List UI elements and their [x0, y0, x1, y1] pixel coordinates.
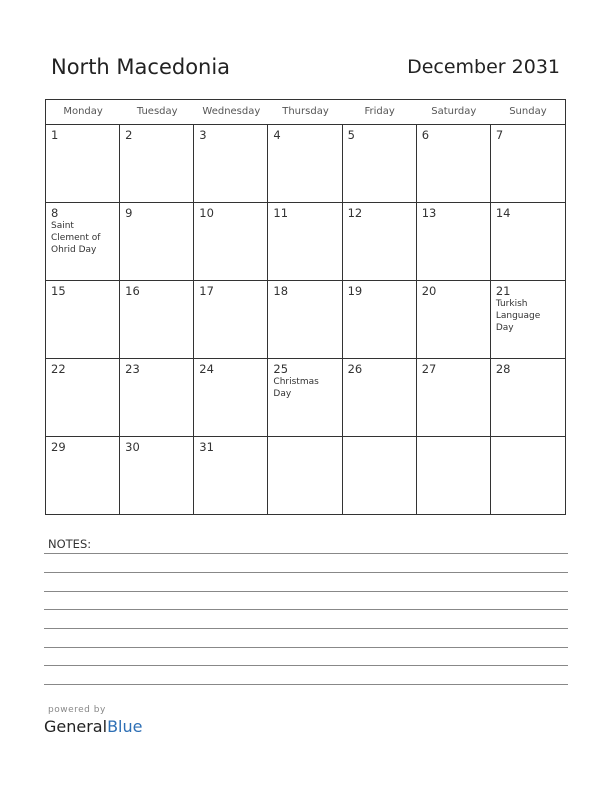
brand-logo: [44, 717, 142, 736]
day-cell: [417, 203, 491, 280]
day-cell: [343, 203, 417, 280]
day-cell: [268, 203, 342, 280]
note-line: [44, 572, 568, 573]
day-cell: [120, 281, 194, 358]
day-cell: [343, 359, 417, 436]
note-line: [44, 647, 568, 648]
day-cell: [417, 281, 491, 358]
day-cell: [343, 125, 417, 202]
week-row: [46, 437, 565, 514]
day-number: 6: [421, 128, 430, 142]
day-number: 15: [51, 284, 66, 298]
note-line: [44, 591, 568, 592]
day-number: 20: [421, 284, 437, 298]
brand-name-general: General: [44, 717, 108, 736]
day-number: 21: [495, 284, 511, 298]
day-cell: [46, 437, 120, 514]
week-row: [46, 203, 565, 281]
day-cell: [491, 437, 565, 514]
weekday-header: Monday: [63, 106, 103, 117]
day-cell: [268, 359, 342, 436]
day-cell: [491, 359, 565, 436]
week-row: [46, 281, 565, 359]
week-row: [46, 359, 565, 437]
day-cell: [491, 281, 565, 358]
day-cell: [120, 359, 194, 436]
day-cell: [120, 125, 194, 202]
day-cell: [120, 437, 194, 514]
day-cell: [268, 281, 342, 358]
holiday-label: Turkish Language Day: [495, 299, 541, 333]
day-number: 27: [421, 362, 437, 376]
weekday-header: Thursday: [282, 106, 329, 117]
day-cell: [194, 437, 268, 514]
weekday-header: Wednesday: [202, 106, 261, 117]
weekday-header-row: [46, 100, 565, 125]
day-number: 11: [273, 206, 289, 220]
month-title: December 2031: [407, 56, 560, 78]
holiday-label: Christmas Day: [273, 377, 319, 399]
day-number: 14: [495, 206, 511, 220]
weekday-header: Saturday: [431, 106, 477, 117]
day-number: 28: [495, 362, 511, 376]
day-number: 7: [495, 128, 504, 142]
notes-label: NOTES:: [48, 537, 92, 551]
day-number: 10: [199, 206, 214, 220]
day-cell: [46, 281, 120, 358]
day-number: 17: [199, 284, 214, 298]
day-number: 4: [273, 128, 281, 142]
day-cell: [491, 203, 565, 280]
weekday-header: Tuesday: [136, 106, 178, 117]
day-cell: [417, 359, 491, 436]
day-number: 3: [199, 128, 207, 142]
day-cell: [491, 125, 565, 202]
day-cell: [268, 437, 342, 514]
note-line: [44, 553, 568, 554]
note-line: [44, 628, 568, 629]
day-cell: [194, 281, 268, 358]
day-number: 26: [347, 362, 363, 376]
day-number: 24: [199, 362, 214, 376]
day-number: 8: [51, 206, 59, 220]
day-number: 1: [51, 128, 59, 142]
day-number: 13: [421, 206, 437, 220]
day-cell: [46, 203, 120, 280]
note-line: [44, 609, 568, 610]
day-number: 19: [347, 284, 363, 298]
day-number: 25: [273, 362, 289, 376]
day-cell: [194, 203, 268, 280]
powered-by-text: powered by: [48, 705, 106, 715]
note-line: [44, 684, 568, 685]
day-cell: [268, 125, 342, 202]
day-cell: [46, 125, 120, 202]
day-number: 2: [125, 128, 133, 142]
day-number: 18: [273, 284, 289, 298]
day-cell: [343, 437, 417, 514]
country-title: North Macedonia: [51, 55, 231, 79]
weekday-header: Sunday: [509, 106, 547, 117]
day-number: 9: [125, 206, 133, 220]
day-cell: [417, 125, 491, 202]
note-line: [44, 665, 568, 666]
day-cell: [417, 437, 491, 514]
day-number: 5: [347, 128, 355, 142]
day-cell: [194, 125, 268, 202]
weekday-header: Friday: [364, 106, 395, 117]
day-number: 30: [125, 440, 140, 454]
day-number: 29: [51, 440, 66, 454]
holiday-label: Saint Clement of Ohrid Day: [51, 221, 101, 255]
day-number: 12: [347, 206, 363, 220]
day-cell: [194, 359, 268, 436]
day-cell: [120, 203, 194, 280]
day-number: 31: [199, 440, 214, 454]
day-cell: [46, 359, 120, 436]
week-row: [46, 125, 565, 203]
day-number: 16: [125, 284, 140, 298]
brand-name-blue: Blue: [107, 717, 143, 736]
day-cell: [343, 281, 417, 358]
calendar-grid: [45, 99, 566, 515]
day-number: 23: [125, 362, 140, 376]
day-number: 22: [51, 362, 66, 376]
